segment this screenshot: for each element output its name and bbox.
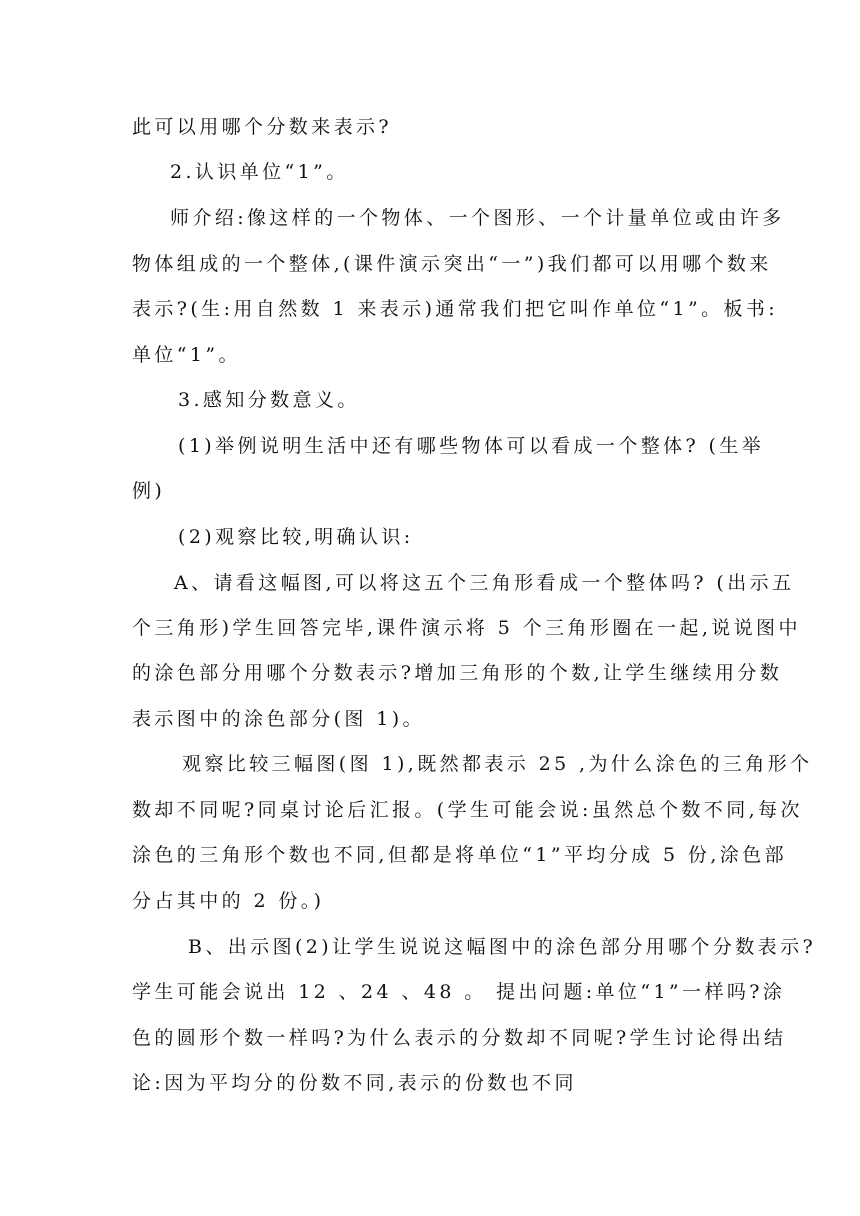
text-line: 物体组成的一个整体,(课件演示突出“一”)我们都可以用哪个数来 <box>132 253 772 275</box>
text-line: 2.认识单位“1”。 <box>170 161 349 183</box>
text-line: 师介绍:像这样的一个物体、一个图形、一个计量单位或由许多 <box>170 207 785 229</box>
text-line: (2)观察比较,明确认识: <box>178 526 414 548</box>
text-line: 表示图中的涂色部分(图 1)。 <box>132 708 425 730</box>
text-line: 涂色的三角形个数也不同,但都是将单位“1”平均分成 5 份,涂色部 <box>132 844 787 866</box>
text-line: 单位“1”。 <box>132 344 241 366</box>
text-line: 此可以用哪个分数来表示? <box>132 116 392 138</box>
text-line: 色的圆形个数一样吗?为什么表示的分数却不同呢?学生讨论得出结 <box>132 1027 787 1049</box>
text-line: 论:因为平均分的份数不同,表示的份数也不同 <box>132 1072 577 1094</box>
text-line: 数却不同呢?同桌讨论后汇报。(学生可能会说:虽然总个数不同,每次 <box>132 799 803 821</box>
text-line: 3.感知分数意义。 <box>178 389 360 411</box>
text-line: 个三角形)学生回答完毕,课件演示将 5 个三角形圈在一起,说说图中 <box>132 617 801 639</box>
text-line: 例) <box>132 480 166 502</box>
text-line: (1)举例说明生活中还有哪些物体可以看成一个整体? (生举 <box>178 435 765 457</box>
text-line: 分占其中的 2 份。) <box>132 890 325 912</box>
text-line: 观察比较三幅图(图 1),既然都表示 25 ,为什么涂色的三角形个 <box>182 753 813 775</box>
text-line: 学生可能会说出 12 、24 、48 。 提出问题:单位“1”一样吗?涂 <box>132 981 786 1003</box>
text-line: 的涂色部分用哪个分数表示?增加三角形的个数,让学生继续用分数 <box>132 662 783 684</box>
text-line: A、请看这幅图,可以将这五个三角形看成一个整体吗? (出示五 <box>174 572 795 594</box>
text-line: B、出示图(2)让学生说说这幅图中的涂色部分用哪个分数表示? <box>188 936 817 958</box>
text-line: 表示?(生:用自然数 1 来表示)通常我们把它叫作单位“1”。板书: <box>132 298 779 320</box>
